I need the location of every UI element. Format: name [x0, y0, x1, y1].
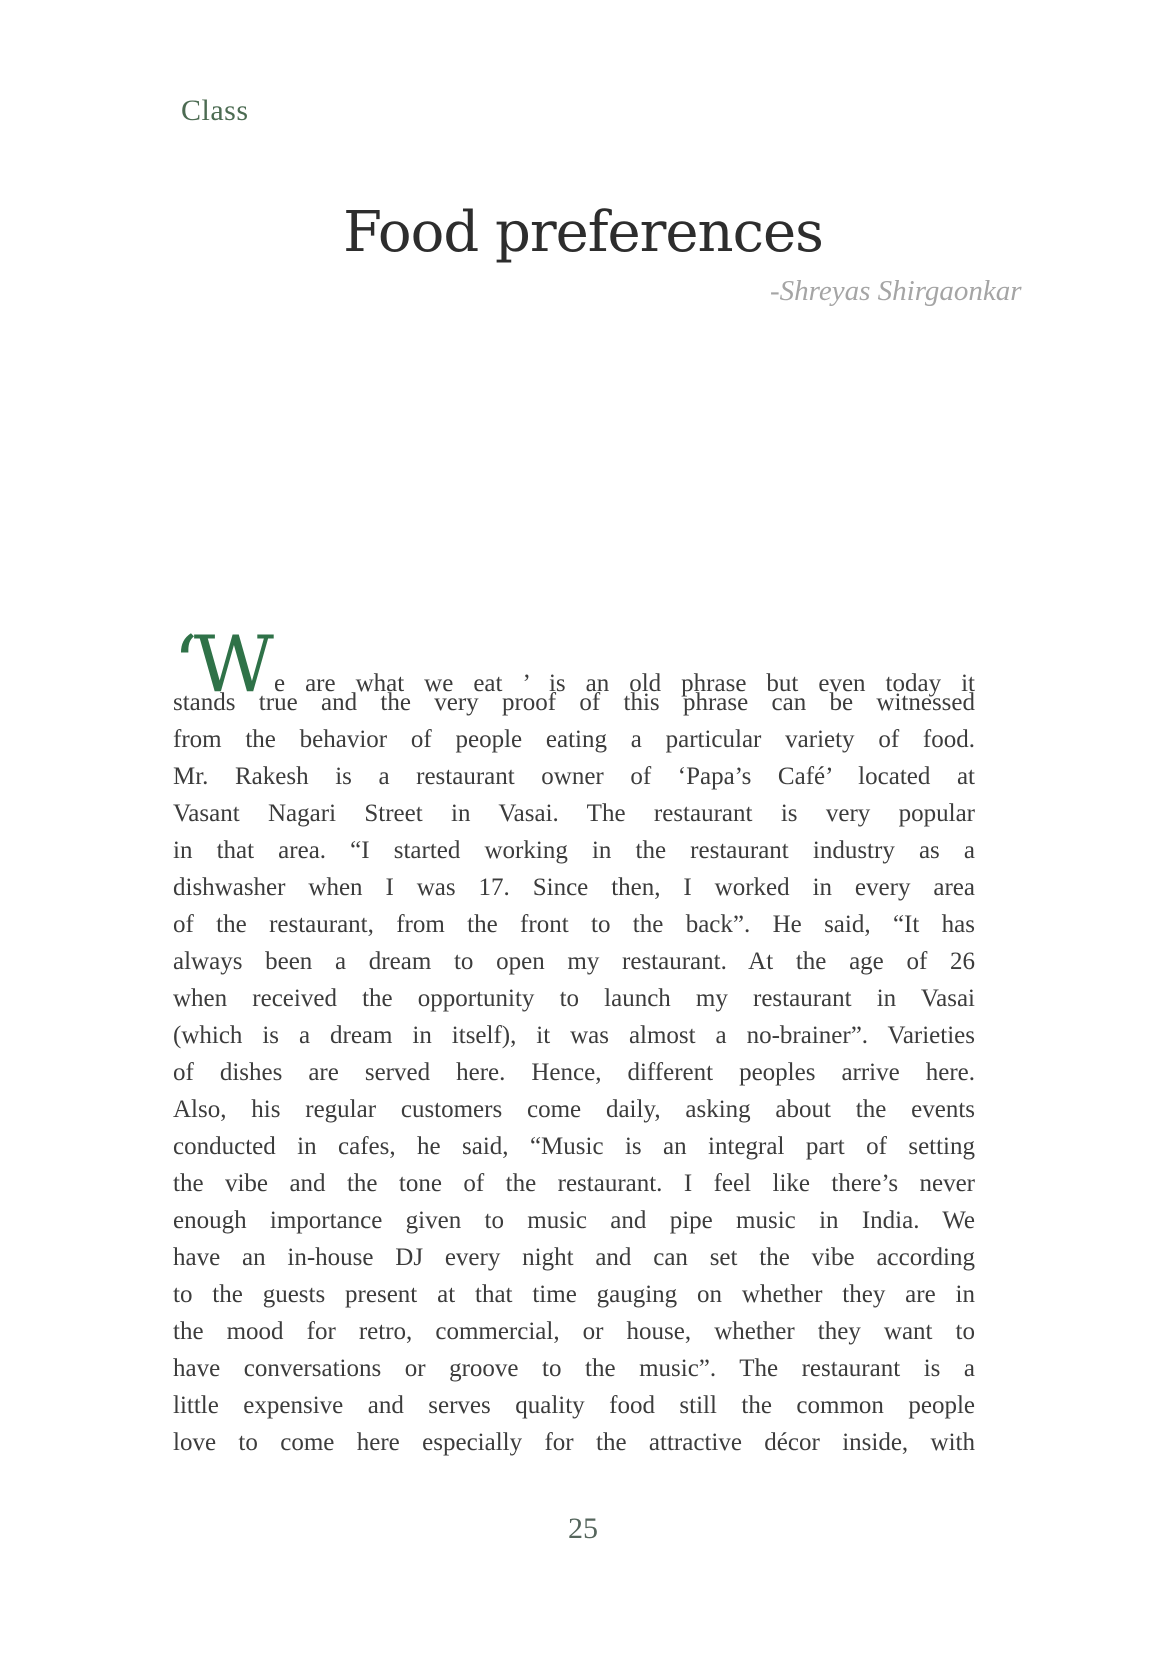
- article-body: [173, 620, 975, 1461]
- body-line: from the behavior of people eating a particular variety of food.: [173, 726, 975, 753]
- body-line: when received the opportunity to launch my restaurant in Vasai: [173, 985, 975, 1012]
- body-line: little expensive and serves quality food still the common people: [173, 1392, 975, 1419]
- body-line: the vibe and the tone of the restaurant. I feel like there’s never: [173, 1170, 975, 1197]
- body-line: enough importance given to music and pipe music in India. We: [173, 1207, 975, 1234]
- body-line: love to come here especially for the attractive décor inside, with: [173, 1429, 975, 1456]
- byline: -Shreyas Shirgaonkar: [770, 275, 1022, 307]
- body-line: to the guests present at that time gauging on whether they are in: [173, 1281, 975, 1308]
- body-line: stands true and the very proof of this phrase can be witnessed: [173, 689, 975, 716]
- body-line: conducted in cafes, he said, “Music is an integral part of setting: [173, 1133, 975, 1160]
- body-line: in that area. “I started working in the restaurant industry as a: [173, 837, 975, 864]
- body-line: the mood for retro, commercial, or house, whether they want to: [173, 1318, 975, 1345]
- body-line: ‘We are what we eat ’ is an old phrase but even today it: [173, 620, 975, 710]
- body-line: have conversations or groove to the music”. The restaurant is a: [173, 1355, 975, 1382]
- body-line: Mr. Rakesh is a restaurant owner of ‘Papa’s Café’ located at: [173, 763, 975, 790]
- body-line: always been a dream to open my restaurant. At the age of 26: [173, 948, 975, 975]
- drop-cap: W: [193, 620, 274, 710]
- opening-quote-mark: ‘: [173, 620, 194, 710]
- body-line: (which is a dream in itself), it was almost a no-brainer”. Varieties: [173, 1022, 975, 1049]
- body-line: have an in-house DJ every night and can set the vibe according: [173, 1244, 975, 1271]
- body-line: Also, his regular customers come daily, asking about the events: [173, 1096, 975, 1123]
- article-title: Food preferences: [343, 200, 823, 265]
- body-line: of the restaurant, from the front to the back”. He said, “It has: [173, 911, 975, 938]
- body-line: Vasant Nagari Street in Vasai. The restaurant is very popular: [173, 800, 975, 827]
- section-label: Class: [181, 94, 249, 127]
- body-line: of dishes are served here. Hence, different peoples arrive here.: [173, 1059, 975, 1086]
- body-line: dishwasher when I was 17. Since then, I worked in every area: [173, 874, 975, 901]
- page-number: 25: [568, 1512, 598, 1545]
